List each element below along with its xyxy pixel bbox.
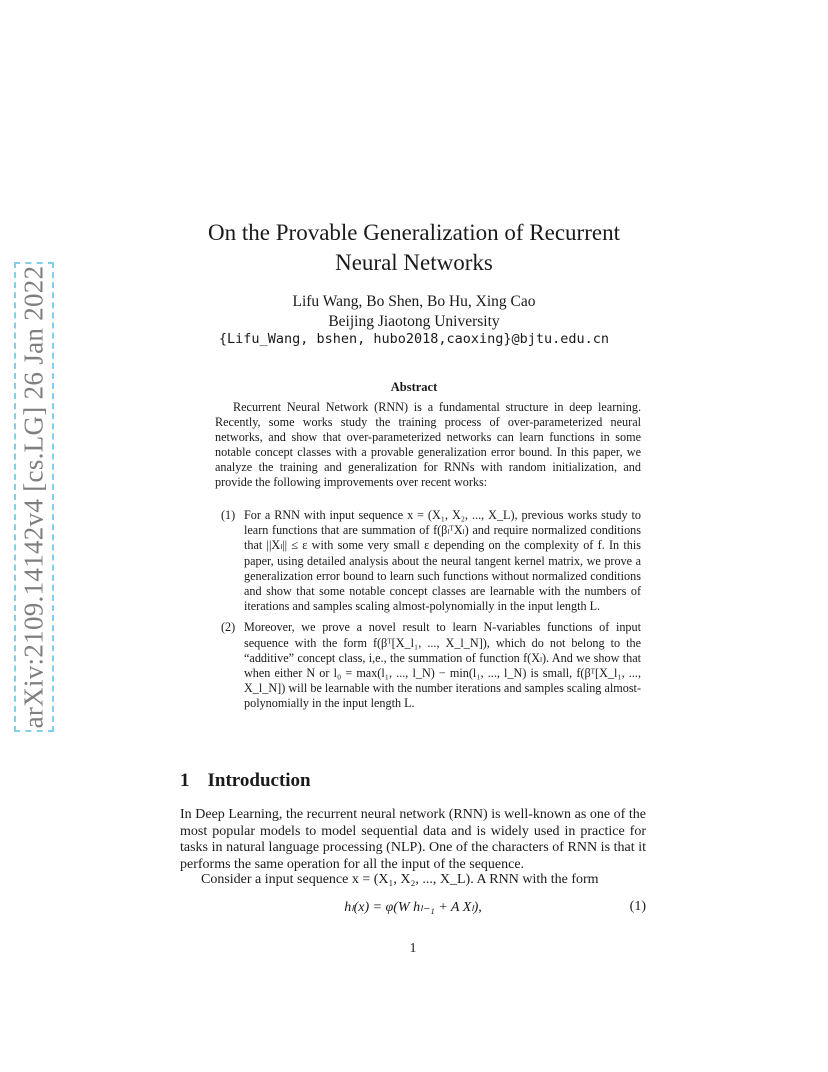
abstract-text: Recurrent Neural Network (RNN) is a fundamental structure in deep learning. Recently, some works study the training process of over-parameterized neural networks, and show that over-parameterized networks can learn functions in some notable concept classes with a provable generalization error bound. In this paper, we analyze the training and generalization for RNNs with random initialization, and provide the following improvements over recent works: <box>215 400 641 489</box>
abstract-contribution-list <box>215 508 641 718</box>
list-item-text: Moreover, we prove a novel result to learn N-variables functions of input sequence with the form f(βᵀ[X_l₁, ..., X_l_N]), which do not belong to the “additive” concept class, i,e., the summation of function f(Xₗ). And we show that when either N or l₀ = max(l₁, ..., l_N) − min(l₁, ..., l_N) is small, f(βᵀ[X_l₁, ..., X_l_N]) will be learnable with the number iterations and samples scaling almost-polynomially in the input length L. <box>244 620 642 711</box>
equation-number: (1) <box>629 899 646 914</box>
abstract-heading: Abstract <box>390 380 438 394</box>
equation-1 <box>180 899 646 919</box>
list-item-number: (2) <box>221 620 236 635</box>
equation-body: hₗ(x) = φ(W hₗ₋₁ + A Xₗ), <box>344 900 482 915</box>
intro-paragraph-1: In Deep Learning, the recurrent neural network (RNN) is well-known as one of the most popular models to model sequential data and is widely used in practice for tasks in natural language processing (NLP). One of the characters of RNN is that it performs the same operation for all the input of the sequence. <box>180 807 646 872</box>
section-title: Introduction <box>207 770 311 791</box>
section-heading <box>180 770 311 792</box>
author-emails: {Lifu_Wang, bshen, hubo2018,caoxing}@bjtu.edu.cn <box>218 331 610 347</box>
list-item <box>215 508 641 614</box>
intro-paragraph-2: Consider a input sequence x = (X₁, X₂, ..., X_L). A RNN with the form <box>201 872 599 887</box>
section-number: 1 <box>180 770 190 791</box>
arxiv-identifier: arXiv:2109.14142v4 [cs.LG] 26 Jan 2022 <box>18 265 49 729</box>
list-item-number: (1) <box>221 508 236 522</box>
affiliation: Beijing Jiaotong University <box>328 313 500 330</box>
list-item <box>215 620 641 711</box>
page-number: 1 <box>409 940 417 955</box>
paper-title: On the Provable Generalization of Recurrent Neural Networks <box>208 220 620 275</box>
author-list: Lifu Wang, Bo Shen, Bo Hu, Xing Cao <box>292 293 536 310</box>
list-item-text: For a RNN with input sequence x = (X₁, X₂, ..., X_L), previous works study to learn functions that are summation of f(βₗᵀXₗ) and require normalized conditions that ||Xₗ|| ≤ ε with some very small ε depending on the complexity of f. In this paper, using detailed analysis about the neural tangent kernel matrix, we prove a generalization error bound to learn such functions without normalized conditions and show that some notable concept classes are learnable with the numbers of iterations and samples scaling almost-polynomially in the input length L. <box>244 508 641 614</box>
